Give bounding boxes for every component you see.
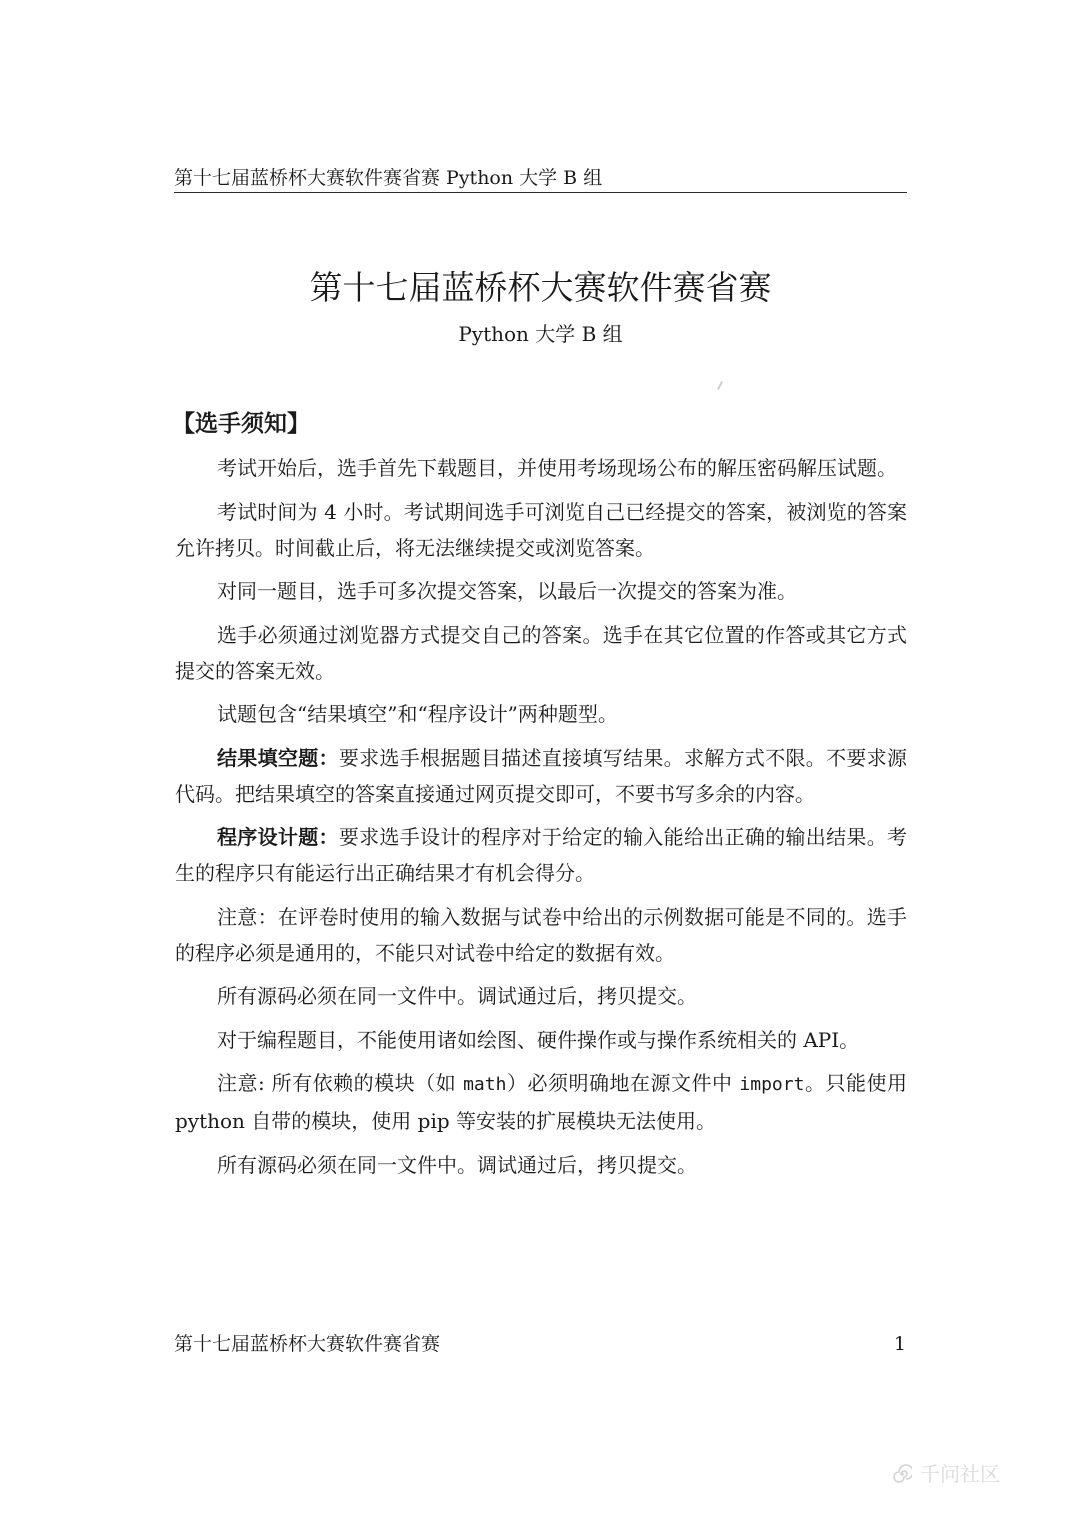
inline-code: import <box>739 1074 805 1095</box>
paragraph-text: 选手必须通过浏览器方式提交自己的答案。选手在其它位置的作答或其它方式提交的答案无效。 <box>175 622 907 683</box>
footer-title: 第十七届蓝桥杯大赛软件赛省赛 <box>174 1333 441 1355</box>
document-subtitle: Python 大学 B 组 <box>458 322 623 346</box>
paragraph-text: 试题包含“结果填空”和“程序设计”两种题型。 <box>217 702 618 726</box>
running-header: 第十七届蓝桥杯大赛软件赛省赛 Python 大学 B 组 <box>174 167 603 189</box>
paragraph-exam-time <box>175 494 907 566</box>
paragraph-multiple-submission <box>175 573 907 609</box>
section-heading: 【选手须知】 <box>172 411 310 437</box>
document-title: 第十七届蓝桥杯大赛软件赛省赛 <box>309 268 772 307</box>
paragraph-text: 要求选手设计的程序对于给定的输入能给出正确的输出结果。考生的程序只有能运行出正确结果才有机会得分。 <box>175 825 908 885</box>
paragraph-lead: 结果填空题： <box>217 745 339 770</box>
paragraph-lead: 程序设计题： <box>217 825 339 849</box>
scan-speck <box>717 381 723 390</box>
paragraph-text: 注意：在评卷时使用的输入数据与试卷中给出的示例数据可能是不同的。选手的程序必须是通用的，不能只对试卷中给定的数据有效。 <box>175 904 907 965</box>
paragraph-text: 注意: 所有依赖的模块（如 <box>217 1071 464 1095</box>
paragraph-text: 所有源码必须在同一文件中。调试通过后，拷贝提交。 <box>217 1152 697 1177</box>
paragraph-question-types <box>175 696 907 732</box>
paragraph-module-note <box>175 1065 907 1139</box>
instructions-body <box>175 450 907 1190</box>
watermark <box>892 1461 1000 1487</box>
paragraph-download <box>175 450 907 486</box>
paragraph-program-design <box>175 819 907 891</box>
spiral-logo-icon <box>892 1464 912 1484</box>
paragraph-text: 对于编程题目，不能使用诸如绘图、硬件操作或与操作系统相关的 API。 <box>217 1027 860 1052</box>
paragraph-browser-submission <box>175 617 907 689</box>
paragraph-text: ）必须明确地在源文件中 <box>506 1071 740 1095</box>
paragraph-single-file-repeat <box>175 1147 907 1183</box>
header-rule <box>174 192 907 193</box>
paragraph-api-restriction <box>175 1022 907 1058</box>
paragraph-text: 所有源码必须在同一文件中。调试通过后，拷贝提交。 <box>217 984 697 1008</box>
inline-code: math <box>463 1074 507 1095</box>
paragraph-text: 考试开始后，选手首先下载题目，并使用考场现场公布的解压密码解压试题。 <box>217 456 897 480</box>
paragraph-text: 要求选手根据题目描述直接填写结果。求解方式不限。不要求源代码。把结果填空的答案直接通过网页提交即可，不要书写多余的内容。 <box>175 745 908 806</box>
watermark-text: 千问社区 <box>920 1462 1000 1486</box>
page-number: 1 <box>893 1333 906 1355</box>
paragraph-text: 。只能使用 python 自带的模块，使用 pip 等安装的扩展模块无法使用。 <box>175 1071 908 1133</box>
paragraph-single-file <box>175 978 907 1014</box>
paragraph-grading-note <box>175 899 907 971</box>
paragraph-fill-in-result <box>175 740 907 812</box>
paragraph-text: 对同一题目，选手可多次提交答案，以最后一次提交的答案为准。 <box>217 579 797 603</box>
paragraph-text: 考试时间为 4 小时。考试期间选手可浏览自己已经提交的答案，被浏览的答案允许拷贝。时间截止后，将无法继续提交或浏览答案。 <box>175 499 907 560</box>
